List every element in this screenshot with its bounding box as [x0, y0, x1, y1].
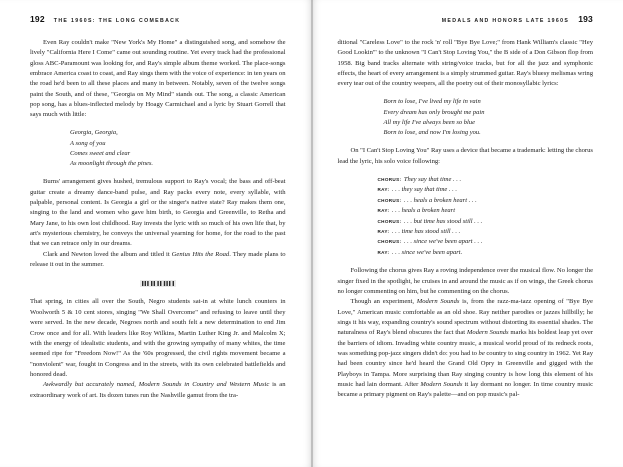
verse-born-to-lose [338, 97, 594, 139]
dialogue-speaker: RAY: [377, 187, 390, 193]
paragraph-right-4-mid-1: is, from the razz-ma-tazz opening of "Bye Bye Love," American music comfortable as an old shoe. Ray neither parodies or jazzes hillbilly; he sings it his way, expanding country's sound spectrum without distorting its essential shades. The naturalness of Ray's blend obscures the fact that [337, 298, 593, 337]
book-title-genius-hits-the-road: Genius Hits the Road [171, 250, 230, 258]
paragraph-right-3: Following the chorus gives Ray a roving independence over the musical flow. No longer the singer fixed in the spotlight, he cruises in and around the music as if on wings, the Greek chorus no longer commenting on him, but he commenting on the chorus. [337, 267, 593, 295]
dialogue-line [378, 175, 594, 185]
dialogue-line [378, 217, 594, 227]
paragraph-right-2: On "I Can't Stop Loving You" Ray uses a device that became a trademark: letting the chorus lead the lyric, his solo voice following: [337, 147, 593, 165]
dialogue-speaker: CHORUS: [377, 197, 402, 203]
page-number-left: 192 [30, 14, 45, 24]
section-break-ornament [30, 280, 286, 287]
paragraph-right-1: ditional "Careless Love" to the rock 'n' roll "Bye Bye Love;" from Hank William's classic "Hey Good Lookin'" to the unknown "I Can't Stop Loving You," the B side of a Don Gibson flop from 1958. Big band tracks alternate with string/voice tracks, but for all the jazz and symphonic effects, the heart of every arrangement is a simply strummed guitar. Ray's bluesy melismas wring every tear out of the country weepers, all the poetry out of their monosyllabic lyrics: [337, 39, 593, 88]
album-title-modern-sounds-2: Modern Sounds [466, 329, 509, 337]
paragraph-right-4-mid-3: country to sing country in 1962. Yet Ray had been country since he'd heard the Grand Old Opry in Greenville and gigged with the Playboys in Tampa. More surprising than Ray singing country is how long this element of his music had lain dormant. After [337, 350, 594, 389]
running-head-right [338, 14, 594, 24]
running-head-left [30, 14, 286, 24]
right-page [312, 0, 623, 467]
dialogue-text: . . . since we've been apart. [391, 248, 463, 256]
paragraph-left-2: Burns' arrangement gives hushed, tremulous support to Ray's vocal; the bass and off-beat guitar create a dreamy dance-band pulse, and Ray packs every note, every syllable, with palpable, personal content. Is Georgia a girl or the singer's native state? Ray makes them one, singing to the land and women who gave him birth, to Georgia and Greenville, to Retha and Mary Jane, to his own lost childhood. Ray invests the lyric with so much of his own life that, by art's mysterious chemistry, he conveys the universal yearning for home, for the road to the past that we can retrace only in our dreams. [30, 178, 286, 248]
dialogue-text: . . . heals a broken heart . . . [403, 196, 477, 204]
emphasis-be: be [478, 350, 485, 358]
dialogue-text: They say that time . . . [403, 176, 462, 184]
dialogue-text: . . . heals a broken heart [391, 207, 455, 215]
verse-line: Born to lose, I've lived my life in vain [383, 98, 481, 106]
verse-georgia [30, 128, 286, 170]
dialogue-speaker: RAY: [377, 229, 390, 235]
verse-line: All my life I've always been so blue [383, 119, 475, 127]
running-head-title-right: MEDALS AND HONORS LATE 1960S [441, 18, 570, 24]
verse-line: Georgia, Georgia, [70, 129, 118, 137]
album-title-modern-sounds-3: Modern Sounds [420, 381, 463, 389]
paragraph-left-3-post: . They made plans to release it out in the summer. [30, 250, 286, 269]
paragraph-right-4-post: it lay dormant no longer. In time country music became a primary pigment on Ray's palette—and on pop music's pal- [337, 381, 593, 399]
dialogue-text: . . . time has stood still . . . [391, 228, 461, 236]
page-number-right: 193 [578, 14, 593, 24]
verse-line: Every dream has only brought me pain [383, 108, 485, 116]
verse-line: As moonlight through the pines. [70, 160, 153, 168]
album-title-modern-sounds-1: Modern Sounds [416, 298, 460, 306]
dialogue-line [378, 185, 594, 195]
paragraph-left-5-post: is an extraordinary work of art. Its dozen tunes run the Nashville gamut from the tra- [30, 381, 286, 399]
dialogue-line [378, 206, 594, 216]
chorus-dialogue [338, 175, 594, 258]
verse-line: Comes sweet and clear [70, 150, 131, 158]
dialogue-line [378, 227, 594, 237]
dialogue-speaker: RAY: [377, 249, 390, 255]
running-head-title-left: THE 1960S: THE LONG COMEBACK [53, 18, 181, 24]
album-title-modern-sounds: Modern Sounds in Country and Western Music [138, 381, 270, 389]
dialogue-speaker: CHORUS: [377, 218, 402, 224]
dialogue-line [378, 237, 594, 247]
dialogue-text: . . . since we've been apart . . . [403, 238, 483, 246]
paragraph-right-4 [338, 297, 594, 400]
paragraph-right-4-pre: Though an experiment, [350, 298, 417, 306]
paragraph-right-4-mid-2: marks his boldest leap yet over the barriers of idiom. Invading white country music, a musical world proud of its redneck roots, was something pop-jazz singers didn't do: you had to [337, 329, 593, 358]
dialogue-speaker: RAY: [377, 208, 390, 214]
dialogue-speaker: CHORUS: [377, 177, 402, 183]
verse-line: Born to lose, and now I'm losing you. [383, 129, 481, 137]
paragraph-left-1: Even Ray couldn't make "New York's My Home" a distinguished song, and somehow the lively "California Here I Come" came out sounding routine. Yet every track had the professional gloss ABC-Paramount was looking for, and Ray's simple album theme worked. The place-songs embrace America coast to coast, and Ray sings them with the voice of experience: in ten years on the road he'd been to all these places and many in between. Notably, seven of the twelve songs paint the South, and of these, "Georgia on My Mind" stands out. The song, a classic American pop song, has a blues-inflected melody by Hoagy Carmichael and a lyric by Stuart Gorrell that says much with little: [30, 39, 286, 119]
paragraph-left-5 [30, 380, 286, 401]
dialogue-text: . . . they say that time . . . [391, 186, 458, 194]
paragraph-left-5-pre: Awkwardly but accurately named, [43, 381, 139, 389]
paragraph-left-3-pre: Clark and Newton loved the album and titled it [43, 250, 172, 258]
dialogue-speaker: CHORUS: [377, 239, 402, 245]
dialogue-line [378, 248, 594, 258]
dialogue-line [378, 196, 594, 206]
paragraph-left-3 [30, 250, 286, 271]
verse-line: A song of you [70, 139, 106, 147]
dialogue-text: . . . but time has stood still . . . [403, 217, 483, 225]
paragraph-left-4: That spring, in cities all over the South, Negro students sat-in at white lunch counters in Woolworth 5 & 10 cent stores, singing "We Shall Overcome" and refusing to leave until they were served. In the new decade, Negroes north and south felt a new determination to end Jim Crow once and for all. With leaders like Roy Wilkins, Martin Luther King Jr. and Malcolm X; with the energy of idealistic students, and with the growing sympathy of many whites, the time seemed ripe for "Freedom Now!" As the '60s progressed, the civil rights movement became a "nonviolent" war, fought in Congress and in the streets, with its own celebrated battlefields and honored dead. [30, 298, 286, 378]
